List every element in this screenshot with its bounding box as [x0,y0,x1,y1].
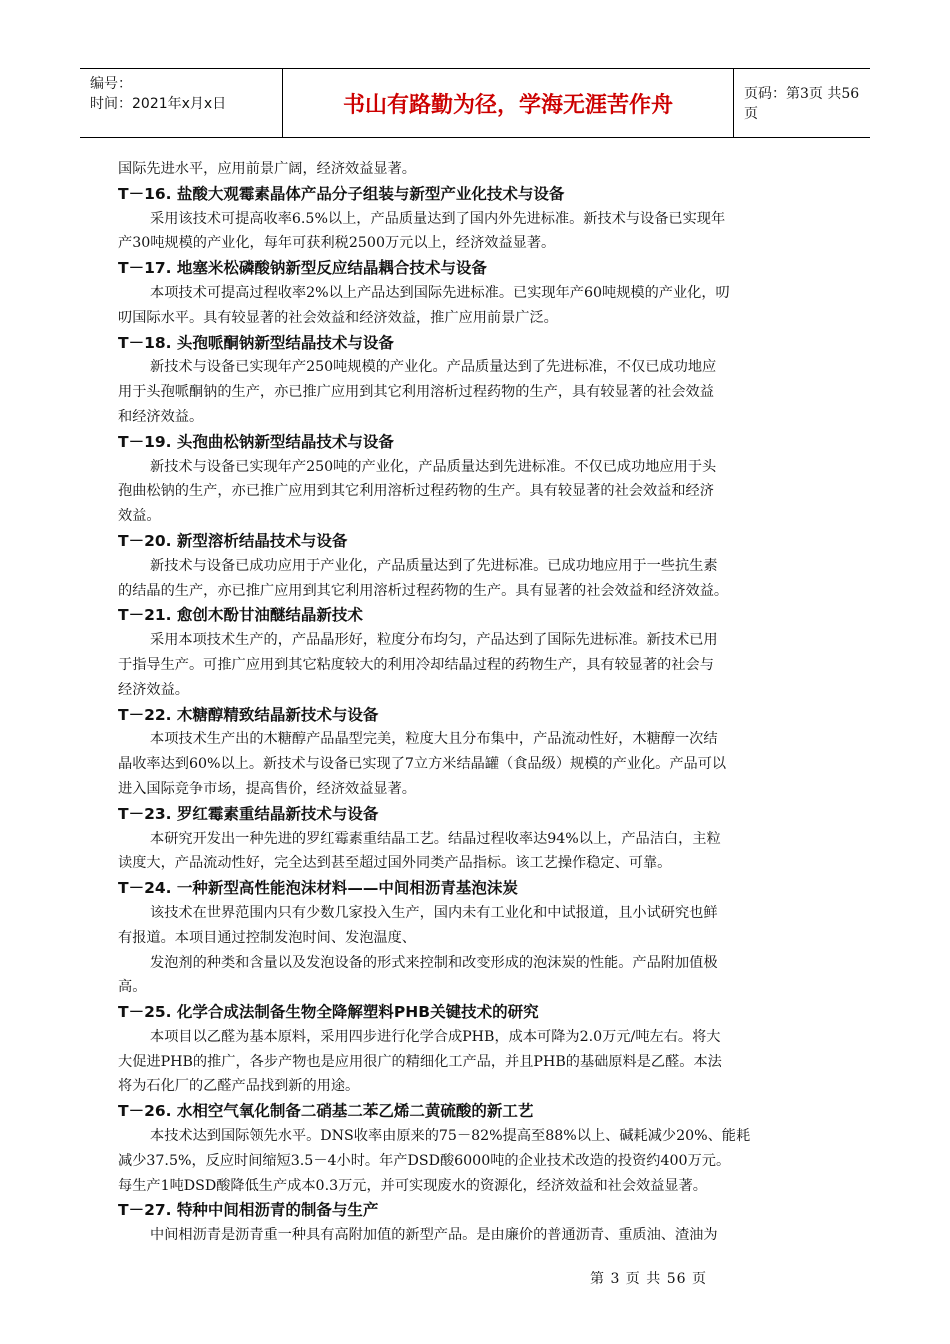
paragraph-line: 效益。 [118,508,161,525]
paragraph-line: 本研究开发出一种先进的罗红霉素重结晶工艺。结晶过程收率达94%以上，产品洁白，主粒 [150,830,721,847]
section-title: T－25. 化学合成法制备生物全降解塑料PHB关键技术的研究 [118,1003,539,1022]
section-title: T－23. 罗红霉素重结晶新技术与设备 [118,804,379,823]
paragraph-line: 中间相沥青是沥青重一种具有高附加值的新型产品。是由廉价的普通沥青、重质油、渣油为 [150,1227,718,1244]
header-meta [80,69,283,137]
section-title: T－19. 头孢曲松钠新型结晶技术与设备 [118,432,394,451]
paragraph-line: 本项技术生产出的木糖醇产品晶型完美，粒度大且分布集中，产品流动性好，木糖醇一次结 [150,731,718,748]
section-title: T－26. 水相空气氧化制备二硝基二苯乙烯二黄硫酸的新工艺 [118,1102,534,1121]
paragraph-line: 读度大，产品流动性好，完全达到甚至超过国外同类产品指标。该工艺操作稳定、可靠。 [118,855,672,872]
paragraph-line: 将为石化厂的乙醛产品找到新的用途。 [118,1078,360,1095]
paragraph-line: 用于头孢哌酮钠的生产，亦已推广应用到其它利用溶析过程药物的生产，具有较显著的社会效益 [118,384,714,401]
paragraph-line: 采用本项技术生产的，产品晶形好，粒度分布均匀，产品达到了国际先进标准。新技术已用 [150,632,718,649]
paragraph-line: 每生产1吨DSD酸降低生产成本0.3万元，并可实现废水的资源化，经济效益和社会效益显著。 [118,1177,707,1194]
paragraph-line: 本项目以乙醛为基本原料，采用四步进行化学合成PHB，成本可降为2.0万元/吨左右。将大 [150,1028,721,1045]
paragraph-line: 减少37.5%，反应时间缩短3.5－4小时。年产DSD酸6000吨的企业技术改造的投资约400万元。 [118,1152,731,1169]
paragraph-line: 经济效益。 [118,681,189,698]
paragraph-line: 有报道。本项目通过控制发泡时间、发泡温度、 [118,929,416,946]
section-title: T－21. 愈创木酚甘油醚结晶新技术 [118,606,363,625]
paragraph-line: 采用该技术可提高收率6.5%以上，产品质量达到了国内外先进标准。新技术与设备已实现年 [150,210,726,227]
paragraph-line: 进入国际竞争市场，提高售价，经济效益显著。 [118,780,416,797]
page-header [80,68,870,138]
paragraph-line: 发泡剂的种类和含量以及发泡设备的形式来控制和改变形成的泡沫炭的性能。产品附加值极 [150,954,718,971]
doc-number-label: 编号： [90,76,132,92]
section-title: T－16. 盐酸大观霉素晶体产品分子组装与新型产业化技术与设备 [118,184,565,203]
section-title: T－22. 木糖醇精致结晶新技术与设备 [118,705,379,724]
header-page-info: 页码：第3页 共56页 [744,86,860,122]
section-title: T－17. 地塞米松磷酸钠新型反应结晶耦合技术与设备 [118,259,487,278]
paragraph-line: 的结晶的生产，亦已推广应用到其它利用溶析过程药物的生产。具有显著的社会效益和经济效益。 [118,582,729,599]
paragraph-line: 本技术达到国际领先水平。DNS收率由原来的75－82%提高至88%以上、碱耗减少20%、能耗 [150,1128,751,1145]
paragraph-line: 本项技术可提高过程收率2%以上产品达到国际先进标准。已实现年产60吨规模的产业化，叨 [150,284,730,301]
page-footer: 第 3 页 共 56 页 [590,1271,707,1287]
paragraph-line: 叨国际水平。具有较显著的社会效益和经济效益，推广应用前景广泛。 [118,309,558,326]
document-body [118,157,830,1248]
paragraph-line: 和经济效益。 [118,408,204,425]
header-motto: 书山有路勤为径，学海无涯苦作舟 [283,69,734,137]
section-title: T－20. 新型溶析结晶技术与设备 [118,531,348,550]
paragraph-line: 国际先进水平，应用前景广阔，经济效益显著。 [118,161,416,177]
paragraph-line: 新技术与设备已实现年产250吨的产业化，产品质量达到先进标准。不仅已成功地应用于头 [150,458,717,475]
section-title: T－24. 一种新型高性能泡沫材料——中间相沥青基泡沫炭 [118,879,518,898]
section-title: T－27. 特种中间相沥青的制备与生产 [118,1201,379,1220]
paragraph-line: 高。 [118,979,147,996]
paragraph-line: 大促进PHB的推广，各步产物也是应用很广的精细化工产品，并且PHB的基础原料是乙醛。本法 [118,1053,722,1070]
paragraph-line: 产30吨规模的产业化，每年可获利税2500万元以上，经济效益显著。 [118,235,556,252]
paragraph-line: 晶收率达到60%以上。新技术与设备已实现了7立方米结晶罐（食品级）规模的产业化。产品可以 [118,756,727,773]
date-label: 时间：2021年x月x日 [90,96,227,112]
paragraph-line: 孢曲松钠的生产，亦已推广应用到其它利用溶析过程药物的生产。具有较显著的社会效益和经济 [118,483,714,500]
section-title: T－18. 头孢哌酮钠新型结晶技术与设备 [118,333,394,352]
paragraph-line: 该技术在世界范围内只有少数几家投入生产，国内未有工业化和中试报道，且小试研究也鲜 [150,904,718,921]
paragraph-line: 新技术与设备已实现年产250吨规模的产业化。产品质量达到了先进标准，不仅已成功地应 [150,359,717,376]
paragraph-line: 新技术与设备已成功应用于产业化，产品质量达到了先进标准。已成功地应用于一些抗生素 [150,557,718,574]
paragraph-line: 于指导生产。可推广应用到其它粘度较大的利用冷却结晶过程的药物生产，具有较显著的社会与 [118,656,714,673]
